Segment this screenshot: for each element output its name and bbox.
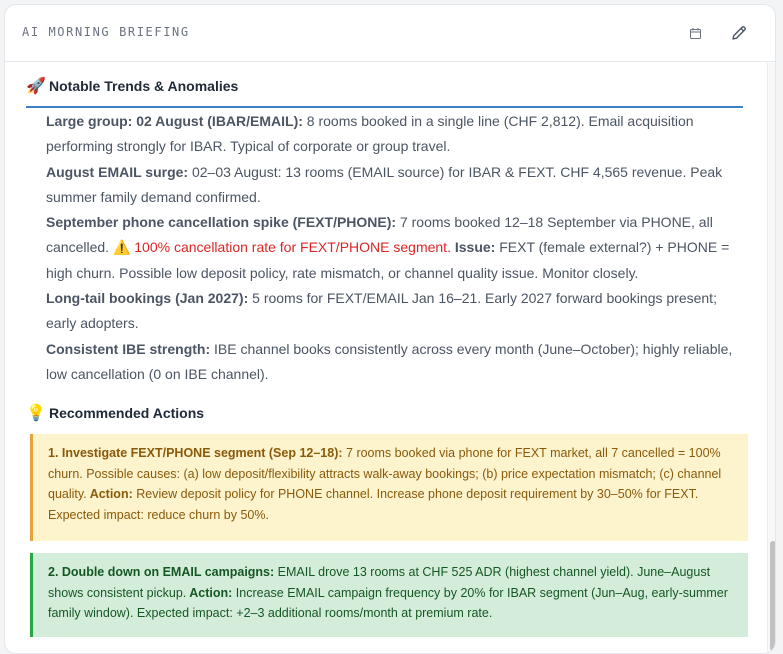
pencil-icon [730,24,748,42]
rocket-icon: 🚀 [26,78,46,95]
trends-list [46,109,746,387]
trend-item: Long-tail bookings (Jan 2027): 5 rooms for FEXT/EMAIL Jan 16–21. Early 2027 forward bookings present; early adopters. [46,290,717,332]
calendar-button[interactable] [683,21,707,45]
briefing-title: AI MORNING BRIEFING [22,25,190,39]
actions-heading-text: Recommended Actions [49,404,205,421]
trend-item: Large group: 02 August (IBAR/EMAIL): 8 rooms booked in a single line (CHF 2,812). Email acquisition performing strongly for IBAR. Typical of corporate or group travel. [46,113,694,155]
edit-button[interactable] [727,21,751,45]
action-card-email: 2. Double down on EMAIL campaigns: EMAIL drove 13 rooms at CHF 525 ADR (highest channel yield). June–August shows consistent pickup. Action: Increase EMAIL campaign frequency by 20% for IBAR segment (Jun–Aug, early-summer family window). Expected impact: +2–3 additional rooms/month at premium rate. [30,553,748,637]
content-scrollbar[interactable] [767,63,776,654]
scrollbar-thumb[interactable] [770,541,776,651]
warning-text: ⚠️ 100% cancellation rate for FEXT/PHONE segment. [112,239,451,256]
briefing-card [4,4,776,654]
lightbulb-icon: 💡 [26,404,46,422]
trend-item: August EMAIL surge: 02–03 August: 13 rooms (EMAIL source) for IBAR & FEXT. CHF 4,565 revenue. Peak summer family demand confirmed. [46,163,723,205]
trend-item: Consistent IBE strength: IBE channel books consistently across every month (June–October); highly reliable, low cancellation (0 on IBE channel). [46,340,733,382]
trends-heading [26,66,743,108]
calendar-icon [689,27,702,40]
card-header [5,5,775,62]
action-card-phone: 1. Investigate FEXT/PHONE segment (Sep 12–18): 7 rooms booked via phone for FEXT market, all 7 cancelled = 100% churn. Possible causes: (a) low deposit/flexibility attracts walk-away bookings; (b) price expectation mismatch; (c) channel quality. Action: Review deposit policy for PHONE channel. Increase phone deposit requirement by 30–50% for FEXT. Expected impact: reduce churn by 50%. [30,434,748,541]
actions-heading [26,396,743,429]
trends-heading-text: Notable Trends & Anomalies [49,78,239,94]
trend-item: September phone cancellation spike (FEXT/PHONE): 7 rooms booked 12–18 September via PHONE, all cancelled. ⚠️ 100% cancellation rate for FEXT/PHONE segment. Issue: FEXT (female external?) + PHONE = high churn. Possible low deposit policy, rate mismatch, or channel quality issue. Monitor closely. [46,214,730,281]
